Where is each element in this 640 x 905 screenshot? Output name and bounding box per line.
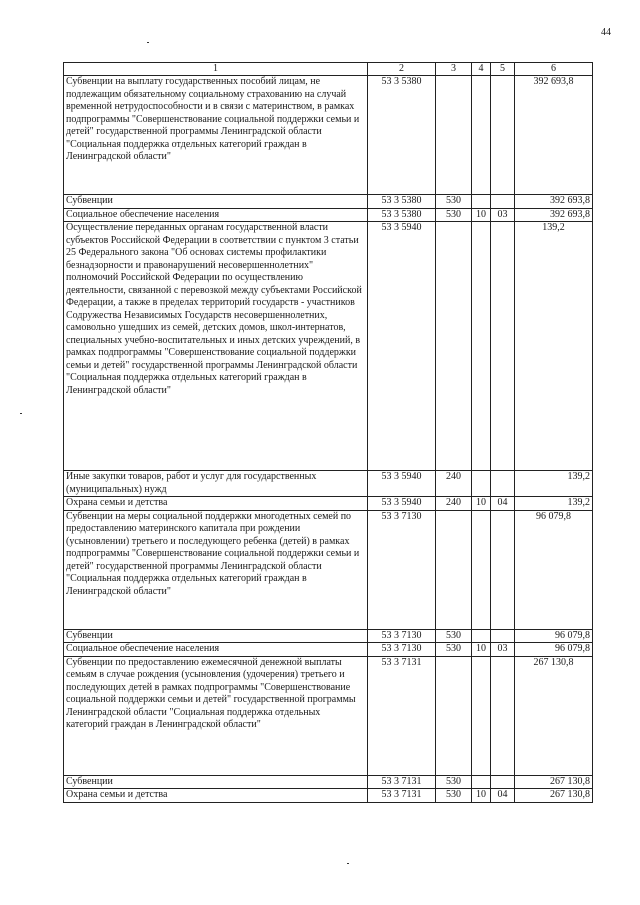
column-header: 3 [436, 63, 472, 76]
table-row [64, 643, 593, 657]
target-code-cell: 53 3 5380 [368, 208, 436, 222]
target-code-cell: 53 3 7131 [368, 789, 436, 803]
column-header: 2 [368, 63, 436, 76]
subsection-code-cell [491, 510, 515, 629]
item-name-cell: Субвенции на выплату государственных пособий лицам, не подлежащим обязательному социальному страхованию на случай временной нетрудоспособности и в связи с материнством, в рамках подпрограммы "Совершенствование социальной поддержки семьи и детей" государственной программы Ленинградской области "Социальная поддержка отдельных категорий граждан в Ленинградской области" [64, 76, 368, 195]
amount-cell: 96 079,8 [515, 629, 593, 643]
item-name-cell: Иные закупки товаров, работ и услуг для государственных (муниципальных) нужд [64, 471, 368, 497]
column-header: 4 [472, 63, 491, 76]
column-header: 5 [491, 63, 515, 76]
section-code-cell [472, 656, 491, 775]
item-name-cell: Осуществление переданных органам государственной власти субъектов Российской Федерации в соответствии с пунктом 3 статьи 25 Федерального закона "Об основах системы профилактики безнадзорности и правонарушений несовершеннолетних" полномочий Российской Федерации по осуществлению деятельности, связанной с перевозкой между субъектами Российской Федерации, а также в пределах территорий государств - участников Содружества Независимых Государств несовершеннолетних, самовольно ушедших из семей, детских домов, школ-интернатов, специальных учебно-воспитательных и иных детских учреждений, в рамках подпрограммы "Совершенствование социальной поддержки семьи и детей" государственной программы Ленинградской области "Социальная поддержка отдельных категорий граждан в Ленинградской области" [64, 222, 368, 471]
subsection-code-cell: 04 [491, 497, 515, 511]
expense-type-cell: 530 [436, 775, 472, 789]
subsection-code-cell [491, 656, 515, 775]
section-code-cell: 10 [472, 497, 491, 511]
scan-speck [20, 413, 22, 414]
amount-cell: 267 130,8 [515, 789, 593, 803]
subsection-code-cell [491, 471, 515, 497]
expense-type-cell: 530 [436, 195, 472, 209]
item-name-cell: Субвенции [64, 195, 368, 209]
section-code-cell [472, 222, 491, 471]
table-header-row [64, 63, 593, 76]
subsection-code-cell [491, 195, 515, 209]
target-code-cell: 53 3 5940 [368, 471, 436, 497]
item-name-cell: Субвенции по предоставлению ежемесячной денежной выплаты семьям в случае рождения (усыновления (удочерения) третьего и последующих детей в рамках подпрограммы "Совершенствование социальной поддержки семьи и детей" государственной программы Ленинградской области "Социальная поддержка отдельных категорий граждан в Ленинградской области" [64, 656, 368, 775]
table-row [64, 629, 593, 643]
target-code-cell: 53 3 5380 [368, 76, 436, 195]
table-row [64, 510, 593, 629]
subsection-code-cell [491, 629, 515, 643]
column-header: 6 [515, 63, 593, 76]
expense-type-cell: 530 [436, 643, 472, 657]
amount-cell: 267 130,8 [515, 775, 593, 789]
target-code-cell: 53 3 7130 [368, 643, 436, 657]
section-code-cell: 10 [472, 789, 491, 803]
table-row [64, 222, 593, 471]
target-code-cell: 53 3 7130 [368, 629, 436, 643]
table-row [64, 775, 593, 789]
expense-type-cell [436, 222, 472, 471]
budget-table [63, 62, 593, 803]
expense-type-cell: 530 [436, 629, 472, 643]
target-code-cell: 53 3 7131 [368, 775, 436, 789]
expense-type-cell [436, 656, 472, 775]
expense-type-cell [436, 510, 472, 629]
amount-cell: 267 130,8 [515, 656, 593, 775]
page-number: 44 [601, 27, 611, 38]
subsection-code-cell [491, 222, 515, 471]
section-code-cell [472, 76, 491, 195]
expense-type-cell: 240 [436, 471, 472, 497]
subsection-code-cell [491, 775, 515, 789]
target-code-cell: 53 3 5940 [368, 497, 436, 511]
expense-type-cell: 530 [436, 208, 472, 222]
item-name-cell: Субвенции [64, 629, 368, 643]
table-row [64, 195, 593, 209]
section-code-cell [472, 195, 491, 209]
column-header: 1 [64, 63, 368, 76]
amount-cell: 96 079,8 [515, 510, 593, 629]
scan-speck [147, 42, 149, 43]
section-code-cell: 10 [472, 208, 491, 222]
item-name-cell: Охрана семьи и детства [64, 789, 368, 803]
amount-cell: 392 693,8 [515, 208, 593, 222]
amount-cell: 392 693,8 [515, 195, 593, 209]
section-code-cell [472, 775, 491, 789]
expense-type-cell: 240 [436, 497, 472, 511]
table-row [64, 471, 593, 497]
table-row [64, 497, 593, 511]
target-code-cell: 53 3 7130 [368, 510, 436, 629]
target-code-cell: 53 3 5940 [368, 222, 436, 471]
amount-cell: 96 079,8 [515, 643, 593, 657]
section-code-cell [472, 510, 491, 629]
amount-cell: 392 693,8 [515, 76, 593, 195]
table-row [64, 656, 593, 775]
table-row [64, 76, 593, 195]
expense-type-cell [436, 76, 472, 195]
section-code-cell [472, 629, 491, 643]
amount-cell: 139,2 [515, 222, 593, 471]
scan-speck [347, 863, 349, 864]
target-code-cell: 53 3 5380 [368, 195, 436, 209]
item-name-cell: Охрана семьи и детства [64, 497, 368, 511]
subsection-code-cell: 03 [491, 643, 515, 657]
item-name-cell: Субвенции [64, 775, 368, 789]
subsection-code-cell [491, 76, 515, 195]
expense-type-cell: 530 [436, 789, 472, 803]
table-row [64, 789, 593, 803]
subsection-code-cell: 03 [491, 208, 515, 222]
section-code-cell [472, 471, 491, 497]
table-row [64, 208, 593, 222]
table-body [64, 76, 593, 803]
amount-cell: 139,2 [515, 497, 593, 511]
subsection-code-cell: 04 [491, 789, 515, 803]
item-name-cell: Социальное обеспечение населения [64, 208, 368, 222]
item-name-cell: Субвенции на меры социальной поддержки многодетных семей по предоставлению материнского капитала при рождении (усыновлении) третьего и последующего ребенка (детей) в рамках подпрограммы "Совершенствование социальной поддержки семьи и детей" государственной программы Ленинградской области "Социальная поддержка отдельных категорий граждан в Ленинградской области" [64, 510, 368, 629]
amount-cell: 139,2 [515, 471, 593, 497]
item-name-cell: Социальное обеспечение населения [64, 643, 368, 657]
section-code-cell: 10 [472, 643, 491, 657]
target-code-cell: 53 3 7131 [368, 656, 436, 775]
